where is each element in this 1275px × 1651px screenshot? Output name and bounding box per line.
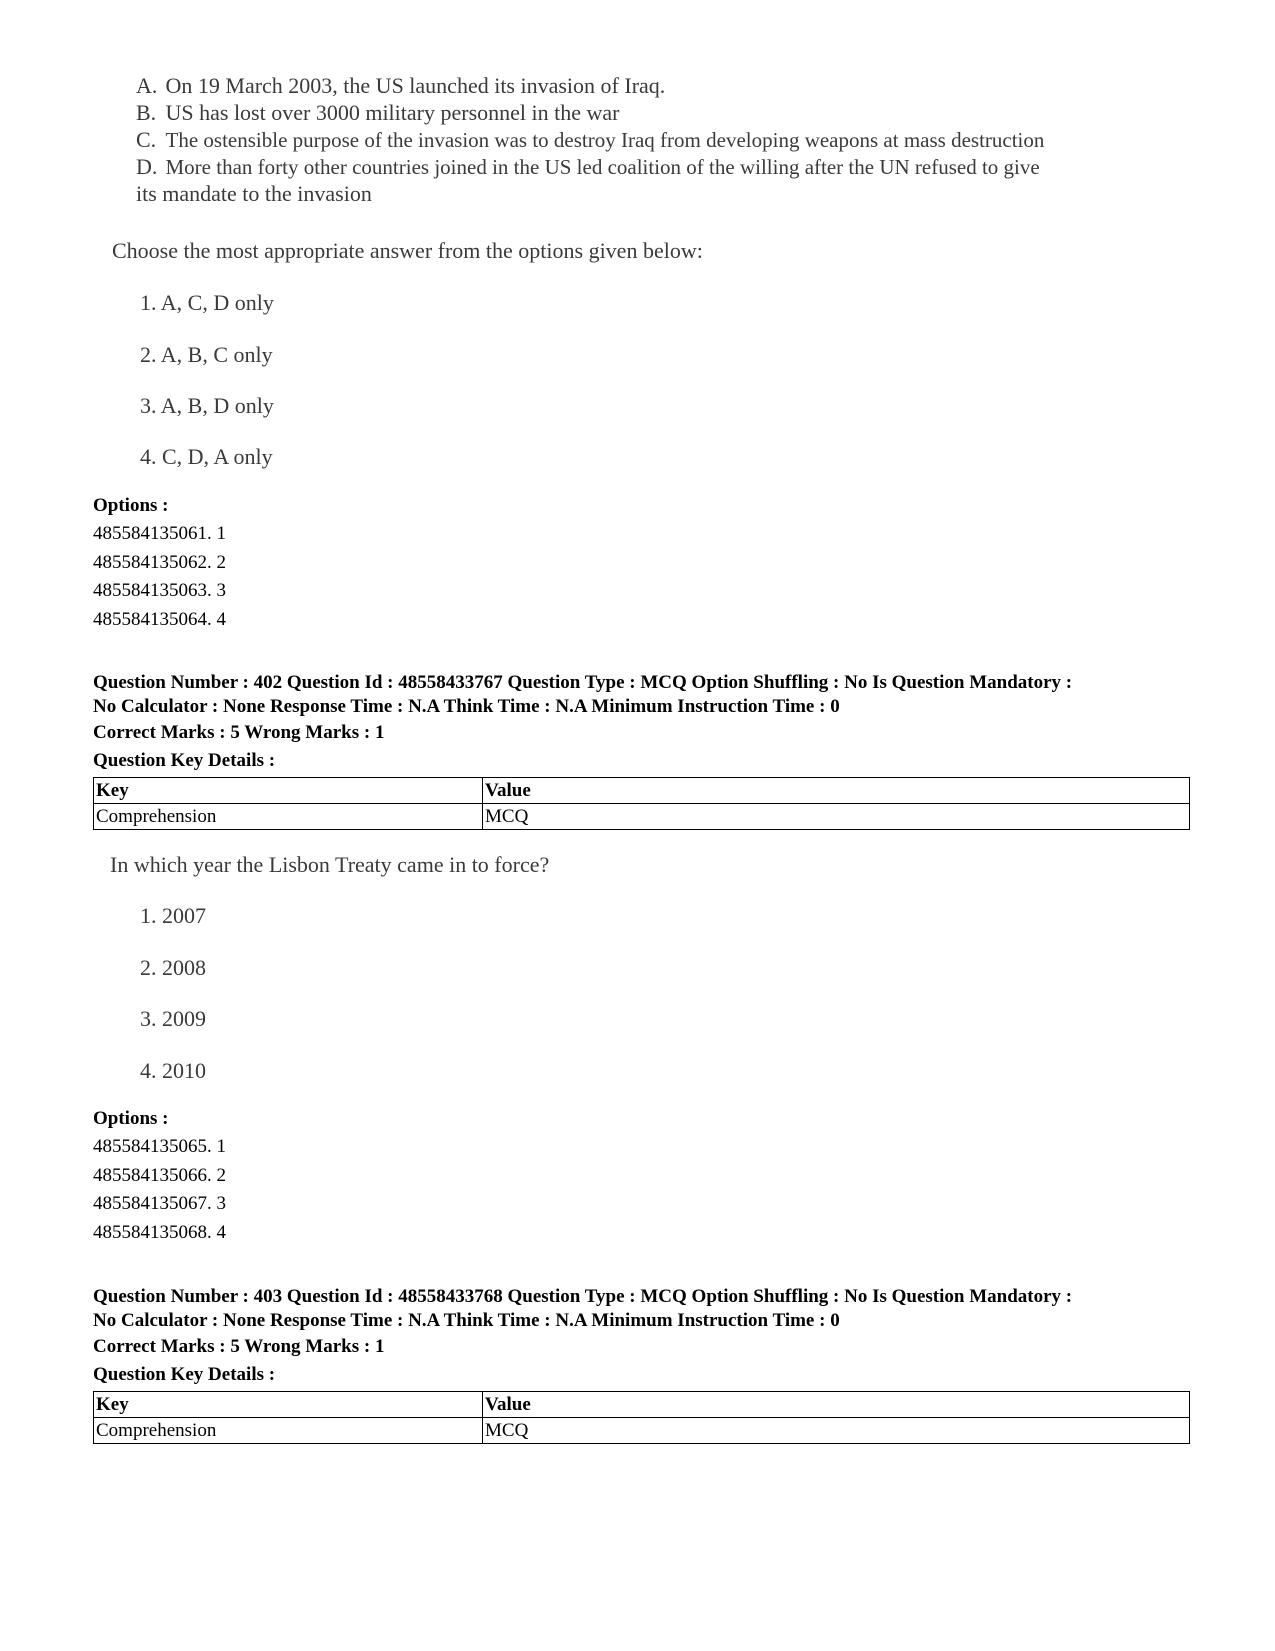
key-details-label: Question Key Details : <box>93 750 276 771</box>
marks-line: Correct Marks : 5 Wrong Marks : 1 <box>93 722 385 743</box>
table-row <box>94 804 1190 830</box>
value-header: Value <box>483 1392 1190 1418</box>
question-meta <box>93 671 1213 719</box>
question-text: In which year the Lisbon Treaty came in to force? <box>110 852 550 877</box>
statement-a: A. On 19 March 2003, the US launched its invasion of Iraq. <box>136 73 666 98</box>
choice-2: 2. 2008 <box>140 955 206 980</box>
key-details-label: Question Key Details : <box>93 1364 276 1385</box>
marks-line: Correct Marks : 5 Wrong Marks : 1 <box>93 1336 385 1357</box>
choice-4: 4. C, D, A only <box>140 444 273 469</box>
choice-2: 2. A, B, C only <box>140 342 273 367</box>
table-header-row <box>94 1392 1190 1418</box>
option-item: 485584135067. 3 <box>93 1193 226 1215</box>
statement-d: D. More than forty other countries joined in the US led coalition of the willing after the UN refused to give <box>136 154 1040 179</box>
key-header: Key <box>94 1392 483 1418</box>
statement-b: B. US has lost over 3000 military personnel in the war <box>136 100 620 125</box>
table-row <box>94 1418 1190 1444</box>
choice-3: 3. 2009 <box>140 1006 206 1031</box>
statement-c: C. The ostensible purpose of the invasion was to destroy Iraq from developing weapons at mass destruction <box>136 127 1045 152</box>
key-cell: Comprehension <box>94 804 483 830</box>
option-item: 485584135066. 2 <box>93 1164 226 1186</box>
choice-3: 3. A, B, D only <box>140 393 274 418</box>
choice-4: 4. 2010 <box>140 1058 206 1083</box>
value-cell: MCQ <box>483 804 1190 830</box>
option-item: 485584135065. 1 <box>93 1136 226 1157</box>
option-item: 485584135061. 1 <box>93 523 226 544</box>
question-meta-line-1: Question Number : 403 Question Id : 48558433768 Question Type : MCQ Option Shuffling : No Is Question Mandatory : <box>93 1286 1073 1307</box>
options-list <box>93 520 226 635</box>
question-meta-line-1: Question Number : 402 Question Id : 48558433767 Question Type : MCQ Option Shuffling : No Is Question Mandatory : <box>93 672 1073 693</box>
value-cell: MCQ <box>483 1418 1190 1444</box>
options-list <box>93 1133 226 1248</box>
value-header: Value <box>483 778 1190 804</box>
options-label: Options : <box>93 1108 169 1129</box>
question-meta <box>93 1285 1213 1333</box>
question-meta-line-2: No Calculator : None Response Time : N.A Think Time : N.A Minimum Instruction Time : 0 <box>93 696 840 717</box>
option-item: 485584135063. 3 <box>93 580 226 602</box>
option-item: 485584135064. 4 <box>93 609 226 631</box>
key-details-table <box>93 1391 1190 1444</box>
option-item: 485584135068. 4 <box>93 1222 226 1244</box>
key-cell: Comprehension <box>94 1418 483 1444</box>
options-label: Options : <box>93 495 169 516</box>
statement-d-continuation: its mandate to the invasion <box>136 181 372 206</box>
choice-1: 1. A, C, D only <box>140 290 274 315</box>
instruction-text: Choose the most appropriate answer from the options given below: <box>112 238 703 263</box>
choice-1: 1. 2007 <box>140 903 206 928</box>
table-header-row <box>94 778 1190 804</box>
option-item: 485584135062. 2 <box>93 551 226 573</box>
key-header: Key <box>94 778 483 804</box>
question-meta-line-2: No Calculator : None Response Time : N.A Think Time : N.A Minimum Instruction Time : 0 <box>93 1310 840 1331</box>
key-details-table <box>93 777 1190 830</box>
